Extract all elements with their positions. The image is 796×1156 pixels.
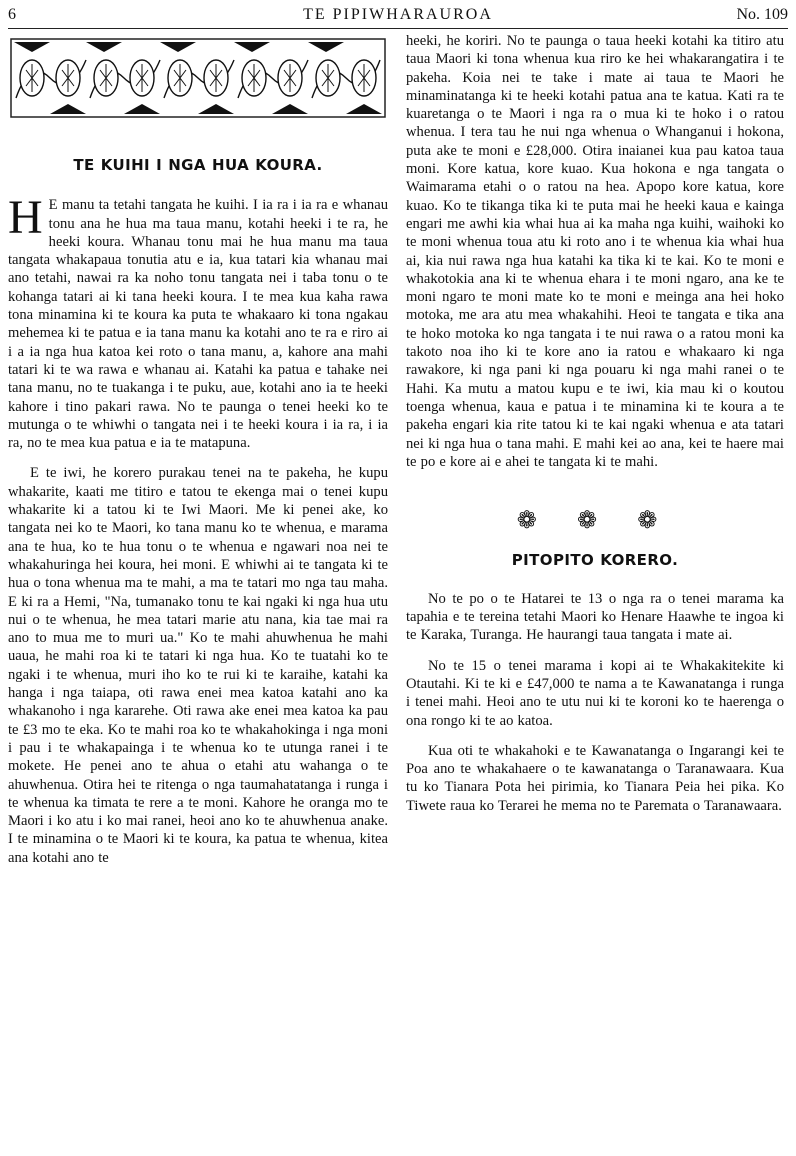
left-column: [8, 32, 388, 867]
flower-ornament-icon: ❁: [576, 506, 614, 535]
news-section-title: PITOPITO KORERO.: [511, 551, 679, 570]
floral-ornament-banner: [10, 38, 386, 118]
article-paragraph-continued: heeki, he koriri. No te paunga o taua heeki kotahi ka titiro atu taua Maori ki tona whenua kua riro ke hei whakarangatira i te pakeha. Koia nei te take i mate ai taua te Maori he minaminatanga ki te heeki kotahi patua ana te katua. Kati ra te kuaretanga o te Maori i nga ra o mua ki te hoko i o ratou whenua. I tera tau he nui nga whenua o Whanganui i hokona, puta ake te moni e £28,000. Otira inaianei kua pau katoa taua moni. Kore katua, kore kuao. Kua hokona e nga tangata o Waimarama etahi o o ratou na hea. Apopo kore katua, kore kuao. Ko te tikanga tika ki te puta mai he heeki kaua e kainga engari me awhi kia whai hua ai ka maha nga kuihi, waihoki ko te moni whenua toua atu ki roto ano i te whenua kia whai hua ai, kia nui rawa nga hua katahi ka tika ki te kai. Ko te moni e whakotokia ana ki te whenua ehara i te moni ngaro, ana ke te moni ngaro te moni mate ko te moni e meinga ana hei hoko motoka, me ara atu mea whakahihi. Heoi te tangata e tika ana te hoko motoka ko nga tangata i te nui rawa o a ratou moni ka takoto noa iho ki te kore ano ia ratou e whakaaro ki nga rawakore, ki nga pani ki nga pouaru ki nga mahi ranei o te Hahi. Ka mutu a matou kupu e te iwi, kia mau ki o koutou toenga whenua, kaua e patua i te minamina ki te koura a te pakeha engari kia rite tatou ki te kai ngaki whenua e ata tatari nei ki nga hua o tana mahi. E mahi kei ao ana, kei te haere mai te po e kore ai e ahei te tangata ki te mahi.: [406, 33, 784, 470]
flower-ornament-icon: ❁: [637, 506, 674, 535]
section-divider-ornament: [406, 506, 784, 535]
news-item-3: Kua oti te whakahoki e te Kawanatanga o Ingarangi kei te Poa ano te whakahaere o te kawanatanga o Taranawaara. Kua tu ko Tianara Pota hei pirimia, ko Tianara Peia hei pika. Ko Tiwete raua ko Terarei he mema no te Paremata o Taranawaara.: [406, 742, 784, 814]
drop-cap: H: [8, 191, 43, 245]
news-item-2: No te 15 o tenei marama i kopi ai te Whakakitekite ki Otautahi. Ki te ki e £47,000 te nama a te Kawanatanga i runga i tenei mahi. Heoi ano te utu nui ki te koroni ko te haerenga o ona rongo ki te ao katoa.: [406, 657, 784, 729]
issue-number: No. 109: [736, 6, 788, 23]
page-header: [8, 4, 788, 29]
article-paragraph-1: [8, 191, 388, 452]
masthead-title: TE PIPIWHARAUROA: [303, 6, 493, 23]
right-column: [406, 32, 784, 815]
article-paragraph-2: E te iwi, he korero purakau tenei na te pakeha, he kupu whakarite, kaati me titiro e tatou te ekenga mai o tenei kupu whakarite ki a tatou ki te Iwi Maori. Me ki penei ake, ko tangata nei ko te Maori, ko tana manu ko te whenua, e marama ana te hua, ko te hua tonu o te whenua e ngawari noa nei te whakahuringa hei koura, hei moni. E whiwhi ai te tangata ki te hua o tona whenua ma te mahi, a ma te tatari mo nga tau maha. E ki ra a Hemi, "Na, tumanako tonu te kai ngaki ki nga hua utu nui o te whenua, he mea tatari marie atu nana, kia tae mai ra ano to mua me to muri ua." Ko te mahi ahuwhenua he mahi uaua, he mahi roa ki te tatari ki nga hua. Ko te tuatahi ko te ngaki i te whenua, muri iho ko te rui ki te karaihe, katahi ka hanga i nga taiapa, oti rawa enei mea katoa katahi ano ka whakanoho i nga kararehe. Oti rawa ake enei mea katoa ka pau te £3 mo te eka. Ko te mahi roa ko te whakahokinga i nga moni i pau i te whakapainga i te whenua ko te utunga ranei i te mokete. He penei ano te ahua o etahi atu wahanga o te ahuwhenua. Otira hei te ritenga o nga taumahatatanga i runga i te whenua ka timata te rere a te moni. Kahore he oranga mo te Maori i ko atu i ko mai ranei, heoi ano ko te ahuwhenua anake. I te minamina o te Maori ki te koura, ka patua te whenua, kitea ana kotahi ano te: [8, 465, 388, 866]
flower-ornament-icon: ❁: [516, 506, 553, 535]
news-item-1: No te po o te Hatarei te 13 o nga ra o tenei marama ka tapahia e te tereina tetahi Maori ko Henare Haawhe te ingoa ki te Karaka, Turanga. He haurangi taua tangata i mate ai.: [406, 590, 784, 644]
article-title: TE KUIHI I NGA HUA KOURA.: [73, 156, 323, 174]
page-number: 6: [8, 6, 16, 23]
paragraph-text: E manu ta tetahi tangata he kuihi. I ia ra i ia ra e whanau tonu ana he hua ma taua manu, kotahi heeki i te ra, he heeki koura. Whanau tonu mai he hua manu ma taua tangata whakapaua tonutia atu e ia, kua tatari kia whanau mai ano tetahi, nawai ra ka noho tonu tangata nei i taba tonu o te kohanga tatari ai ki tana heeki koura. I te mea kua kaha rawa tona minamina ki te koura ka puta te whakaaro ki tona ngakau mehemea ki te patua e ia tana manu ka kotahi ano te ra e riro ai i a ia nga hua katoa kei roto o tana manu, a, kahore ana mahi tatari ki te wa rawa e whanau ai. Katahi ka patua e tahake nei tana manu, no te tuakanga i te puku, aue, kotahi ano ia te heeki kahore i tino pakari rawa. No te paunga o tenei heeki ko te mutunga o te whiwhi o tangata nei i te heeki koura i ia ra, i ia ra, no te mea kua patua e ia te matapuna.: [8, 197, 388, 452]
